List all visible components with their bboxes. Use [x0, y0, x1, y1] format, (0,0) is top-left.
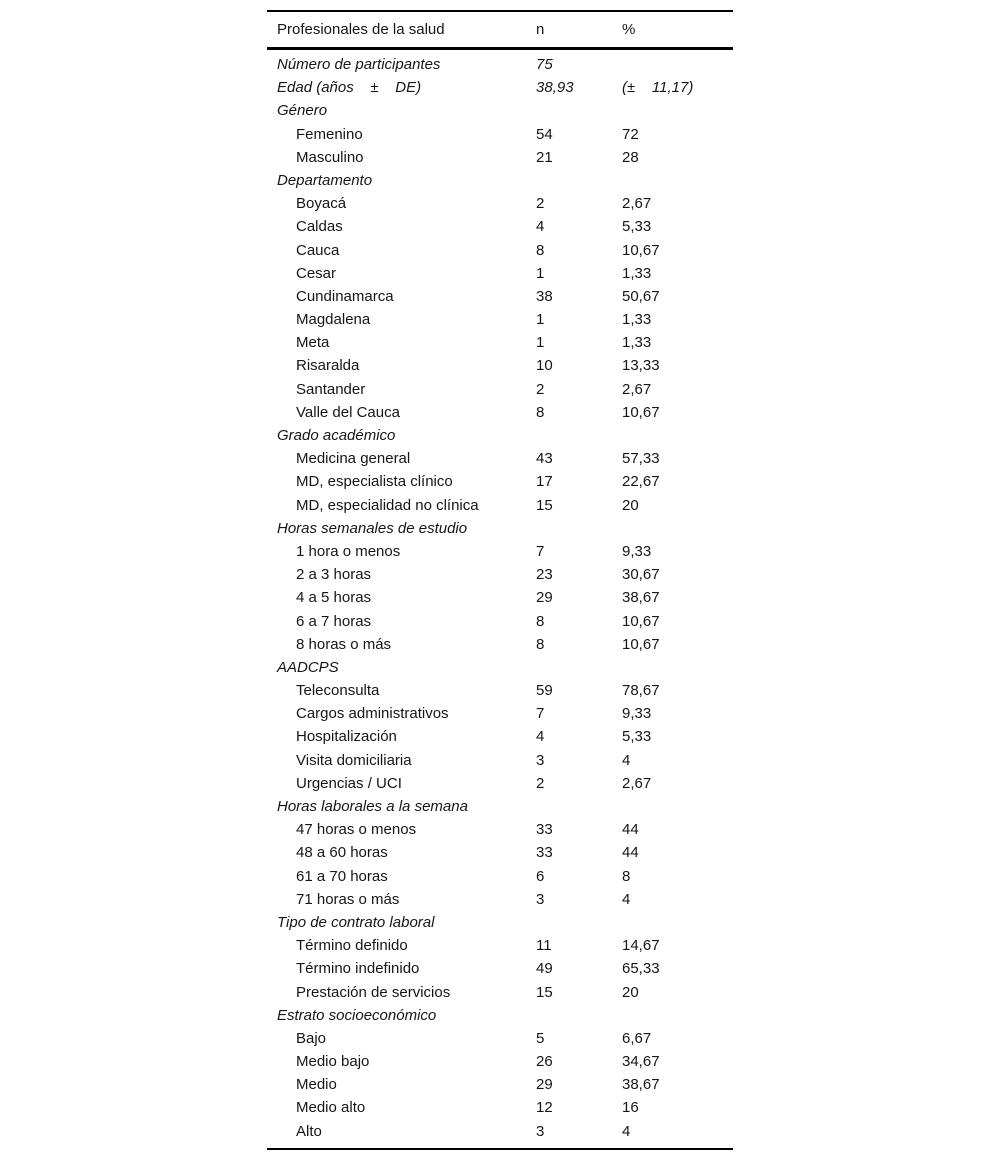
- cell-label: Cauca: [296, 241, 340, 259]
- cell-n: 33: [536, 844, 553, 862]
- cell-pct: [622, 517, 733, 540]
- cell-pct: 10,67: [622, 612, 660, 630]
- cell-pct: 34,67: [622, 1053, 660, 1071]
- cell-label: Risaralda: [296, 357, 360, 375]
- cell-n: 6: [536, 867, 545, 885]
- cell-label: Cargos administrativos: [296, 705, 449, 723]
- cell-pct: 2,67: [622, 195, 652, 213]
- cell-pct: 22,67: [622, 473, 660, 491]
- table-header-label: Profesionales de la salud: [277, 21, 445, 38]
- cell-n: 12: [536, 1099, 553, 1117]
- cell-pct: 57,33: [622, 450, 660, 468]
- cell-n: [536, 424, 622, 447]
- cell-pct: 13,33: [622, 357, 660, 375]
- table-row-section: [267, 1004, 733, 1027]
- table-row-item: [267, 633, 733, 656]
- cell-pct: [622, 99, 733, 122]
- cell-label: 1 hora o menos: [296, 542, 401, 560]
- cell-pct: 5,33: [622, 218, 652, 236]
- cell-label: Santander: [296, 380, 366, 398]
- table-row-item: [267, 262, 733, 285]
- cell-label: Caldas: [296, 218, 343, 236]
- cell-n: 1: [536, 311, 545, 329]
- cell-n: [536, 169, 622, 192]
- cell-label: 71 horas o más: [296, 890, 400, 908]
- cell-label: Horas semanales de estudio: [277, 519, 468, 537]
- table-row-item: [267, 354, 733, 377]
- cell-pct: 9,33: [622, 542, 652, 560]
- cell-label: 8 horas o más: [296, 635, 392, 653]
- cell-n: 8: [536, 403, 545, 421]
- cell-label: Departamento: [277, 171, 373, 189]
- cell-label: Término indefinido: [296, 960, 420, 978]
- table-header-n: n: [536, 21, 545, 38]
- cell-label: Alto: [296, 1122, 322, 1140]
- table-row-item: [267, 888, 733, 911]
- cell-n: 49: [536, 960, 553, 978]
- cell-pct: 1,33: [622, 334, 652, 352]
- cell-pct: [622, 169, 733, 192]
- cell-n: 17: [536, 473, 553, 491]
- cell-n: 33: [536, 821, 553, 839]
- cell-label: Medio alto: [296, 1099, 366, 1117]
- cell-pct: 44: [622, 821, 639, 839]
- cell-pct: [622, 424, 733, 447]
- table-row-section: [267, 795, 733, 818]
- cell-pct: 28: [622, 148, 639, 166]
- cell-n: 3: [536, 890, 545, 908]
- cell-label: 2 a 3 horas: [296, 566, 372, 584]
- cell-n: [536, 517, 622, 540]
- table-row-item: [267, 841, 733, 864]
- cell-n: 7: [536, 705, 545, 723]
- cell-label: Boyacá: [296, 195, 347, 213]
- cell-pct: 4: [622, 1122, 631, 1140]
- table-row-item: [267, 192, 733, 215]
- cell-pct: (± 11,17): [622, 79, 694, 97]
- cell-pct: 10,67: [622, 403, 660, 421]
- cell-pct: 65,33: [622, 960, 660, 978]
- table-row-item: [267, 331, 733, 354]
- cell-pct: [622, 911, 733, 934]
- cell-label: Género: [277, 102, 328, 120]
- cell-n: 4: [536, 218, 545, 236]
- cell-pct: 5,33: [622, 728, 652, 746]
- cell-label: Valle del Cauca: [296, 403, 400, 421]
- cell-label: Prestación de servicios: [296, 983, 451, 1001]
- table-row-item: [267, 285, 733, 308]
- cell-pct: 1,33: [622, 311, 652, 329]
- cell-n: 1: [536, 264, 545, 282]
- cell-label: Urgencias / UCI: [296, 774, 402, 792]
- cell-pct: 20: [622, 496, 639, 514]
- cell-n: 8: [536, 241, 545, 259]
- cell-n: 29: [536, 589, 553, 607]
- table-row-item: [267, 494, 733, 517]
- table-row-item: [267, 981, 733, 1004]
- cell-label: Hospitalización: [296, 728, 397, 746]
- cell-pct: 50,67: [622, 287, 660, 305]
- cell-pct: 6,67: [622, 1029, 652, 1047]
- cell-pct: [622, 795, 733, 818]
- cell-pct: [622, 53, 733, 76]
- cell-pct: 16: [622, 1099, 639, 1117]
- cell-pct: 44: [622, 844, 639, 862]
- table-row-item: [267, 1096, 733, 1119]
- table-row-item: [267, 610, 733, 633]
- table-row-item: [267, 679, 733, 702]
- cell-n: [536, 795, 622, 818]
- cell-n: 3: [536, 751, 545, 769]
- cell-n: 2: [536, 380, 545, 398]
- cell-label: Medio: [296, 1076, 337, 1094]
- cell-label: 6 a 7 horas: [296, 612, 372, 630]
- table-row-item: [267, 308, 733, 331]
- table-row-item: [267, 447, 733, 470]
- cell-label: Término definido: [296, 937, 408, 955]
- cell-label: Masculino: [296, 148, 364, 166]
- cell-pct: 38,67: [622, 1076, 660, 1094]
- table-row-section: [267, 656, 733, 679]
- cell-label: Medio bajo: [296, 1053, 370, 1071]
- cell-label: Cundinamarca: [296, 287, 394, 305]
- cell-n: 26: [536, 1053, 553, 1071]
- cell-pct: 1,33: [622, 264, 652, 282]
- cell-pct: 9,33: [622, 705, 652, 723]
- cell-label: Estrato socioeconómico: [277, 1006, 437, 1024]
- demographics-table: [267, 10, 733, 1150]
- table-row-item: [267, 586, 733, 609]
- cell-n: 11: [536, 937, 552, 955]
- cell-label: 47 horas o menos: [296, 821, 417, 839]
- cell-label: Femenino: [296, 125, 363, 143]
- cell-label: 4 a 5 horas: [296, 589, 372, 607]
- cell-n: [536, 1004, 622, 1027]
- cell-n: [536, 99, 622, 122]
- table-row-section: [267, 911, 733, 934]
- table-row-item: [267, 702, 733, 725]
- table-row-item: [267, 934, 733, 957]
- cell-n: 29: [536, 1076, 553, 1094]
- cell-n: 5: [536, 1029, 545, 1047]
- table-row-item: [267, 1050, 733, 1073]
- cell-n: 54: [536, 125, 553, 143]
- cell-n: 38,93: [536, 79, 574, 97]
- cell-n: 8: [536, 635, 545, 653]
- cell-pct: 14,67: [622, 937, 660, 955]
- table-row-item: [267, 123, 733, 146]
- cell-pct: 10,67: [622, 241, 660, 259]
- cell-label: 48 a 60 horas: [296, 844, 388, 862]
- cell-n: 8: [536, 612, 545, 630]
- table-row-item: [267, 401, 733, 424]
- table-row-item: [267, 1120, 733, 1143]
- cell-n: 21: [536, 148, 553, 166]
- cell-pct: 20: [622, 983, 639, 1001]
- cell-n: 75: [536, 56, 553, 73]
- table-row-section: [267, 517, 733, 540]
- table-row-item: [267, 818, 733, 841]
- cell-label: Horas laborales a la semana: [277, 798, 468, 815]
- table-row-item: [267, 563, 733, 586]
- cell-n: 59: [536, 682, 553, 700]
- cell-n: 2: [536, 195, 545, 213]
- cell-n: 2: [536, 774, 545, 792]
- cell-pct: 2,67: [622, 774, 652, 792]
- cell-n: 15: [536, 496, 553, 514]
- table-row-item: [267, 378, 733, 401]
- table-row-section: [267, 169, 733, 192]
- table-row-section: [267, 99, 733, 122]
- cell-label: Grado académico: [277, 427, 396, 444]
- table-row-stat: [267, 76, 733, 99]
- cell-label: Magdalena: [296, 311, 371, 329]
- table-row-item: [267, 470, 733, 493]
- cell-pct: 4: [622, 751, 631, 769]
- cell-n: 7: [536, 542, 545, 560]
- cell-label: Edad (años ± DE): [277, 79, 422, 97]
- table-row-item: [267, 957, 733, 980]
- cell-n: 23: [536, 566, 553, 584]
- cell-pct: 30,67: [622, 566, 660, 584]
- table-row-item: [267, 146, 733, 169]
- table-header-pct: %: [622, 21, 636, 38]
- table-row-item: [267, 1027, 733, 1050]
- table-header-row: [267, 12, 733, 50]
- cell-pct: 8: [622, 867, 631, 885]
- table-row-section: [267, 424, 733, 447]
- table-row-item: [267, 239, 733, 262]
- cell-n: 10: [536, 357, 553, 375]
- cell-n: 38: [536, 287, 553, 305]
- cell-n: 1: [536, 334, 545, 352]
- cell-label: MD, especialidad no clínica: [296, 496, 479, 514]
- cell-label: AADCPS: [277, 658, 339, 676]
- table-body: [267, 50, 733, 1148]
- cell-label: 61 a 70 horas: [296, 867, 388, 885]
- cell-pct: 78,67: [622, 682, 660, 700]
- cell-label: Cesar: [296, 264, 337, 282]
- cell-n: 4: [536, 728, 545, 746]
- table-row-item: [267, 865, 733, 888]
- cell-n: 43: [536, 450, 553, 468]
- cell-pct: [622, 656, 733, 679]
- cell-pct: 10,67: [622, 635, 660, 653]
- table-row-item: [267, 749, 733, 772]
- table-row-item: [267, 725, 733, 748]
- cell-label: Número de participantes: [277, 56, 441, 73]
- cell-label: Visita domiciliaria: [296, 751, 412, 769]
- table-row-item: [267, 540, 733, 563]
- cell-label: Medicina general: [296, 450, 411, 468]
- cell-n: [536, 911, 622, 934]
- cell-n: [536, 656, 622, 679]
- table-row-item: [267, 1073, 733, 1096]
- table-row-item: [267, 772, 733, 795]
- cell-label: MD, especialista clínico: [296, 473, 453, 491]
- cell-pct: 38,67: [622, 589, 660, 607]
- cell-pct: 2,67: [622, 380, 652, 398]
- cell-label: Teleconsulta: [296, 682, 380, 700]
- table-row-stat: [267, 53, 733, 76]
- cell-pct: 72: [622, 125, 639, 143]
- table-row-item: [267, 215, 733, 238]
- cell-pct: 4: [622, 890, 631, 908]
- cell-pct: [622, 1004, 733, 1027]
- cell-n: 3: [536, 1122, 545, 1140]
- cell-label: Tipo de contrato laboral: [277, 913, 435, 931]
- cell-label: Meta: [296, 334, 330, 352]
- cell-n: 15: [536, 983, 553, 1001]
- cell-label: Bajo: [296, 1029, 327, 1047]
